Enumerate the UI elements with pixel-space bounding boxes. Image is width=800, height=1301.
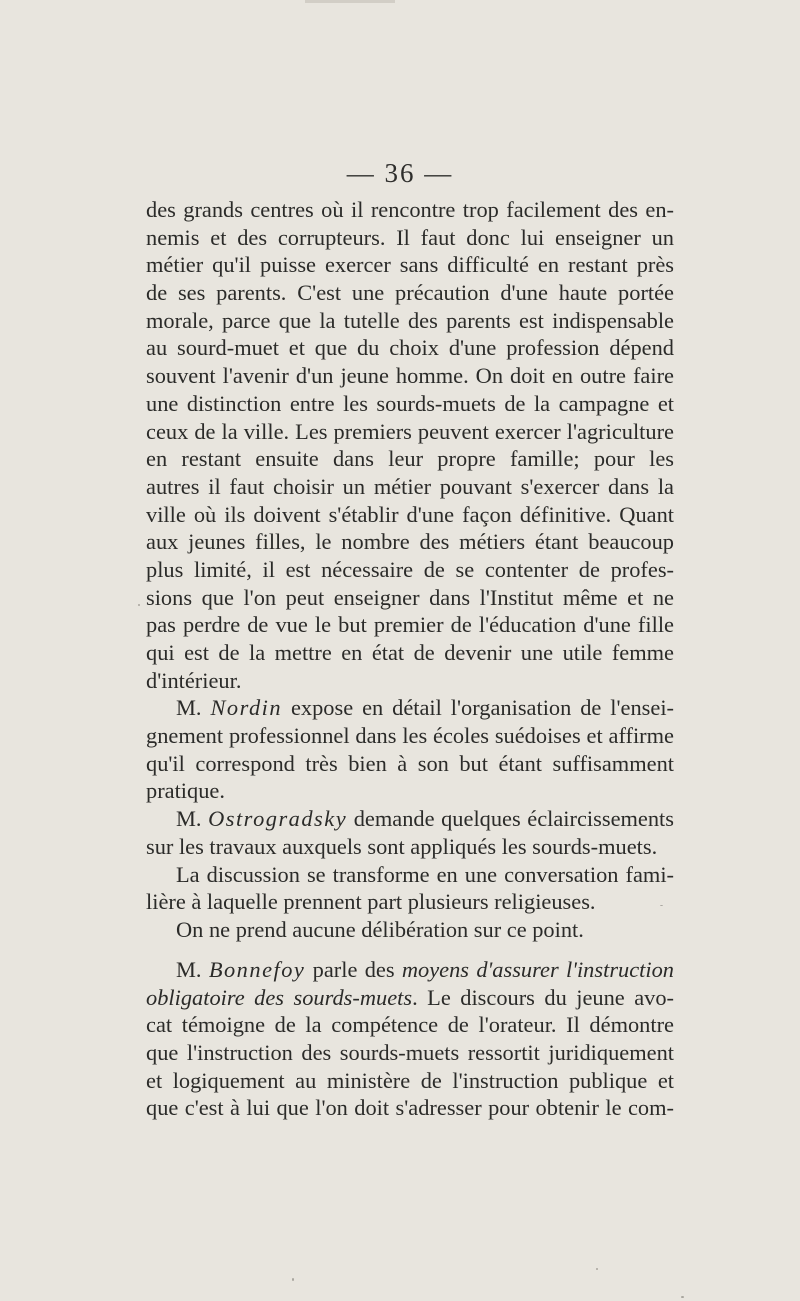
- italic-title-run: obligatoire des sourds-muets: [146, 984, 413, 1010]
- text-line: pratique.: [146, 778, 225, 804]
- paper-speck: [660, 905, 663, 906]
- paragraph-ostrogradsky-line: [146, 805, 674, 833]
- text-line: ceux de la ville. Les premiers peuvent exercer l'agriculture: [146, 418, 674, 444]
- speaker-prefix: M.: [176, 957, 209, 982]
- text-line: des grands centres où il rencontre trop facilement des en-: [146, 197, 674, 222]
- text-line: nemis et des corrupteurs. Il faut donc lui enseigner un: [146, 224, 674, 250]
- text-line: d'intérieur.: [146, 667, 242, 693]
- paper-speck: [138, 604, 140, 606]
- text-line: et logiquement au ministère de l'instruction publique et: [146, 1067, 674, 1093]
- text-line: qu'il correspond très bien à son but étant suffisamment: [146, 750, 674, 776]
- paragraph-nordin-line: [146, 694, 674, 722]
- speaker-prefix: M.: [176, 806, 209, 832]
- paper-speck: [681, 1296, 684, 1298]
- text-line: [146, 984, 674, 1012]
- text-line: plus limité, il est nécessaire de se contenter de profes-: [146, 556, 674, 582]
- text-line: qui est de la mettre en état de devenir une utile femme: [146, 640, 674, 665]
- text-line: au sourd-muet et que du choix d'une profession dépend: [146, 335, 674, 361]
- speaker-name: Nordin: [210, 695, 283, 721]
- paper-speck: [596, 1268, 598, 1270]
- text-line: de ses parents. C'est une précaution d'une haute portée: [146, 280, 674, 306]
- speaker-name: Bonnefoy: [208, 957, 306, 982]
- paragraph-discussion-line: La discussion se transforme en une conversation fami-: [176, 861, 674, 887]
- paragraph-deliberation-line: On ne prend aucune délibération sur ce point.: [176, 916, 584, 942]
- text-line: aux jeunes filles, le nombre des métiers étant beaucoup: [146, 529, 674, 555]
- text-line: sions que l'on peut enseigner dans l'Institut même et ne: [146, 584, 674, 610]
- text-line: que c'est à lui que l'on doit s'adresser pour obtenir le com-: [146, 1095, 674, 1121]
- text-line: sur les travaux auxquels sont appliqués les sourds-muets.: [146, 833, 658, 859]
- text-line: cat témoigne de la compétence de l'orateur. Il démontre: [146, 1012, 674, 1038]
- text-block-bonnefoy: [146, 956, 674, 1122]
- text-line: en restant ensuite dans leur propre famille; pour les: [146, 446, 674, 472]
- text-run: parle des: [305, 957, 402, 982]
- text-line: morale, parce que la tutelle des parents est indispensable: [146, 307, 674, 333]
- text-block-main: [146, 196, 674, 944]
- text-run: expose en détail l'organisation de l'ensei-: [282, 695, 675, 721]
- text-line: lière à laquelle prennent part plusieurs religieuses.: [146, 889, 596, 915]
- text-line: que l'instruction des sourds-muets ressortit juridiquement: [146, 1040, 674, 1066]
- text-line: gnement professionnel dans les écoles suédoises et affirme: [146, 723, 674, 749]
- speaker-prefix: M.: [176, 695, 211, 721]
- paper-speck: [292, 1278, 294, 1281]
- italic-title-run: moyens d'assurer l'instruction: [401, 957, 674, 982]
- text-line: pas perdre de vue le but premier de l'éducation d'une fille: [146, 612, 674, 638]
- paragraph-bonnefoy-line: [146, 956, 674, 984]
- speaker-name: Ostrogradsky: [208, 806, 348, 832]
- page-number: — 36 —: [346, 158, 454, 188]
- text-run: . Le discours du jeune avo-: [412, 984, 675, 1010]
- page-edge-mark: [305, 0, 395, 3]
- text-line: souvent l'avenir d'un jeune homme. On doit en outre faire: [146, 363, 674, 389]
- text-line: une distinction entre les sourds-muets de la campagne et: [146, 390, 674, 416]
- text-run: demande quelques éclaircissements: [347, 806, 674, 832]
- text-line: ville où ils doivent s'établir d'une façon définitive. Quant: [146, 501, 674, 527]
- text-line: métier qu'il puisse exercer sans difficulté en restant près: [146, 252, 674, 278]
- text-line: autres il faut choisir un métier pouvant s'exercer dans la: [146, 473, 674, 499]
